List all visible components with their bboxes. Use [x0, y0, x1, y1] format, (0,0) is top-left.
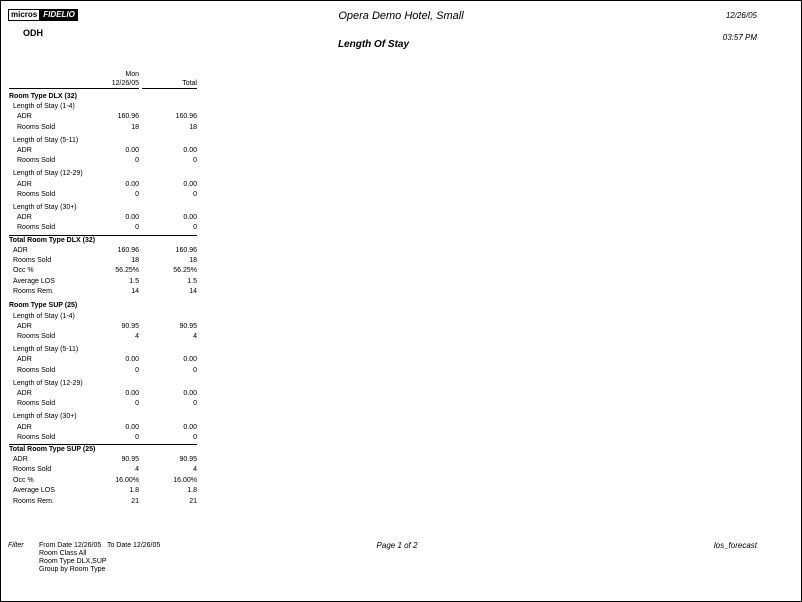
row-label: Length of Stay (30+) — [13, 204, 77, 211]
table-row — [1, 301, 201, 311]
filter-line: Room Class All — [39, 550, 87, 557]
row-label: Average LOS — [13, 487, 55, 495]
table-row — [1, 497, 201, 507]
row-value-total: 90.95 — [179, 322, 197, 330]
header-rule-right — [142, 88, 197, 89]
table-row — [1, 180, 201, 190]
row-value-day: 0.00 — [125, 390, 139, 397]
row-label: Length of Stay (12-29) — [13, 170, 83, 178]
row-value-day: 160.96 — [117, 113, 139, 121]
row-value-day: 4 — [135, 466, 139, 474]
table-row — [1, 277, 201, 287]
row-label: ADR — [13, 246, 28, 254]
table-row — [1, 146, 201, 156]
table-row — [1, 465, 201, 475]
row-label: ADR — [17, 147, 32, 154]
row-label: Occ % — [13, 476, 34, 484]
row-label: Room Type DLX (32) — [9, 93, 77, 100]
header-rule-left — [9, 88, 139, 89]
row-label: Rooms Sold — [17, 433, 56, 441]
row-label: ADR — [17, 356, 32, 364]
row-value-day: 0 — [135, 224, 139, 232]
table-row — [1, 213, 201, 223]
row-value-day: 4 — [135, 333, 139, 340]
row-label: ADR — [17, 214, 32, 222]
row-value-total: 0 — [193, 157, 197, 165]
table-row — [1, 355, 201, 365]
row-label: Length of Stay (1-4) — [13, 103, 75, 111]
row-value-day: 0.00 — [125, 356, 139, 364]
logo-fidelio: FIDELIO — [40, 9, 78, 21]
row-value-total: 0 — [193, 433, 197, 441]
row-label: ADR — [13, 456, 28, 464]
row-value-day: 0.00 — [125, 180, 139, 188]
table-row — [1, 266, 201, 276]
report-date: 12/26/05 — [725, 11, 757, 20]
table-row — [1, 312, 201, 322]
row-value-day: 18 — [131, 257, 139, 264]
row-value-total: 1.8 — [187, 487, 197, 495]
page-number: Page 1 of 2 — [376, 541, 418, 550]
row-value-total: 21 — [189, 497, 197, 505]
table-row — [1, 412, 201, 422]
row-label: Rooms Sold — [17, 366, 56, 374]
row-label: Average LOS — [13, 277, 55, 285]
table-row — [1, 136, 201, 146]
report-time: 03:57 PM — [722, 33, 757, 42]
row-value-total: 16.00% — [173, 476, 197, 484]
property-code: ODH — [23, 28, 43, 38]
row-value-total: 18 — [189, 257, 197, 264]
report-title: Length Of Stay — [337, 39, 410, 50]
row-label: Rooms Sold — [17, 123, 56, 131]
table-row — [1, 345, 201, 355]
table-row — [1, 399, 201, 409]
row-value-total: 160.96 — [175, 246, 197, 254]
table-row — [1, 190, 201, 200]
table-row — [1, 223, 201, 233]
report-name: los_forecast — [713, 541, 757, 550]
row-label: Length of Stay (30+) — [13, 413, 77, 421]
row-value-day: 0 — [135, 157, 139, 165]
table-row — [1, 332, 201, 342]
table-row — [1, 322, 201, 332]
row-value-day: 16.00% — [115, 476, 139, 484]
row-value-total: 90.95 — [179, 456, 197, 464]
row-value-total: 160.96 — [175, 113, 197, 121]
table-row — [1, 102, 201, 112]
row-value-total: 0.00 — [183, 423, 197, 431]
table-row — [1, 112, 201, 122]
table-row — [1, 433, 201, 443]
row-value-day: 90.95 — [121, 322, 139, 330]
row-value-total: 4 — [193, 466, 197, 474]
table-row — [1, 445, 201, 455]
row-value-total: 1.5 — [187, 277, 197, 285]
row-label: Rooms Sold — [13, 466, 52, 474]
row-value-day: 56.25% — [115, 267, 139, 275]
row-value-day: 160.96 — [117, 246, 139, 254]
row-value-day: 0 — [135, 190, 139, 198]
row-value-day: 0.00 — [125, 214, 139, 222]
row-label: Rooms Sold — [17, 400, 56, 408]
row-label: Rooms Sold — [17, 224, 56, 232]
column-header-day-name: Mon — [125, 71, 139, 78]
logo-micros: micros — [8, 9, 40, 21]
row-label: ADR — [17, 390, 32, 397]
table-row — [1, 123, 201, 133]
table-row — [1, 366, 201, 376]
row-value-total: 0.00 — [183, 214, 197, 222]
row-value-day: 0 — [135, 400, 139, 408]
row-value-total: 0 — [193, 366, 197, 374]
row-value-total: 0.00 — [183, 390, 197, 397]
row-value-day: 1.5 — [129, 277, 139, 285]
row-value-total: 0.00 — [183, 356, 197, 364]
row-value-total: 0.00 — [183, 147, 197, 154]
table-row — [1, 246, 201, 256]
row-label: Rooms Sold — [17, 190, 56, 198]
row-label: Rooms Sold — [17, 157, 56, 165]
row-label: Rooms Rem. — [13, 497, 54, 505]
row-label: Rooms Sold — [17, 333, 56, 340]
row-value-total: 0 — [193, 224, 197, 232]
row-value-day: 0 — [135, 433, 139, 441]
row-value-day: 14 — [131, 288, 139, 296]
row-value-day: 18 — [131, 123, 139, 131]
row-value-day: 0.00 — [125, 423, 139, 431]
row-label: ADR — [17, 322, 32, 330]
row-label: Rooms Sold — [13, 257, 52, 264]
table-row — [1, 156, 201, 166]
row-value-day: 0 — [135, 366, 139, 374]
table-row — [1, 92, 201, 102]
row-value-total: 0 — [193, 190, 197, 198]
row-label: ADR — [17, 423, 32, 431]
row-value-total: 4 — [193, 333, 197, 340]
row-label: Length of Stay (12-29) — [13, 379, 83, 387]
row-label: Rooms Rem. — [13, 288, 54, 296]
table-row — [1, 486, 201, 496]
row-value-day: 1.8 — [129, 487, 139, 495]
row-value-day: 90.95 — [121, 456, 139, 464]
table-row — [1, 476, 201, 486]
row-label: ADR — [17, 113, 32, 121]
row-value-day: 0.00 — [125, 147, 139, 154]
table-row — [1, 379, 201, 389]
table-row — [1, 287, 201, 297]
row-label: Length of Stay (1-4) — [13, 312, 75, 320]
row-value-total: 14 — [189, 288, 197, 296]
row-label: Total Room Type DLX (32) — [9, 236, 96, 244]
column-header-total: Total — [182, 80, 197, 87]
filter-line: Room Type DLX,SUP — [39, 558, 107, 565]
row-label: Room Type SUP (25) — [9, 302, 78, 310]
filter-line: Group by Room Type — [39, 566, 106, 573]
filter-label: Filter — [8, 542, 24, 549]
row-value-total: 56.25% — [173, 267, 197, 275]
table-row — [1, 389, 201, 399]
row-value-total: 0.00 — [183, 180, 197, 188]
row-value-day: 21 — [131, 497, 139, 505]
table-row — [1, 203, 201, 213]
row-value-total: 0 — [193, 400, 197, 408]
row-label: ADR — [17, 180, 32, 188]
hotel-name: Opera Demo Hotel, Small — [338, 10, 464, 22]
table-row — [1, 169, 201, 179]
column-header-day-date: 12/26/05 — [111, 80, 139, 87]
table-row — [1, 423, 201, 433]
row-label: Occ % — [13, 267, 34, 275]
row-label: Length of Stay (5-11) — [13, 346, 79, 354]
row-value-total: 18 — [189, 123, 197, 131]
table-row — [1, 236, 201, 246]
table-row — [1, 256, 201, 266]
table-row — [1, 455, 201, 465]
row-label: Length of Stay (5-11) — [13, 136, 79, 144]
column-header-day — [101, 70, 139, 88]
row-label: Total Room Type SUP (25) — [9, 446, 96, 453]
filter-line: From Date 12/26/05 To Date 12/26/05 — [39, 542, 161, 549]
